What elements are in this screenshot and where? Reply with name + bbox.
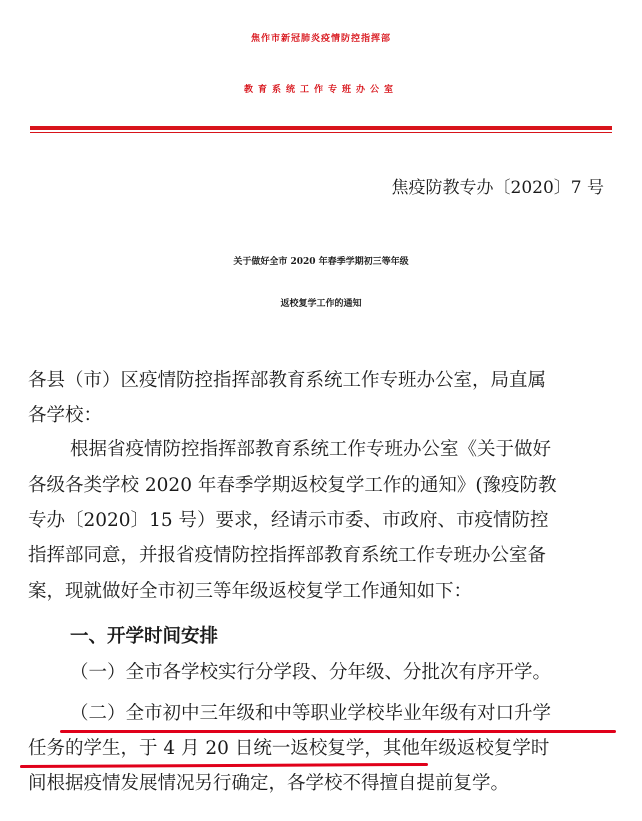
paragraph-1-line-2: 各级各类学校 2020 年春季学期返校复学工作的通知》(豫疫防教 [28,475,557,496]
red-divider-thin [30,132,612,133]
item-2-line-1: （二）全市初中三年级和中等职业学校毕业年级有对口升学 [70,703,552,724]
item-2-line-2: 任务的学生，于 4 月 20 日统一返校复学，其他年级返校复学时 [28,738,550,759]
notice-title-line-1: 关于做好全市 2020 年春季学期初三等年级 [233,257,409,267]
section-heading: 一、开学时间安排 [70,626,219,647]
salutation-line-2: 各学校： [28,405,103,426]
red-divider-thick [30,126,612,130]
document-number: 焦疫防教专办〔2020〕7 号 [391,178,604,198]
issuer-line-1: 焦作市新冠肺炎疫情防控指挥部 [250,34,391,44]
notice-title-line-2: 返校复学工作的通知 [280,299,362,309]
item-2-line-3: 间根据疫情发展情况另行确定，各学校不得擅自提前复学。 [28,773,510,794]
paragraph-1-line-1: 根据省疫情防控指挥部教育系统工作专班办公室《关于做好 [70,439,552,460]
paragraph-1-line-4: 指挥部同意，并报省疫情防控指挥部教育系统工作专班办公室备 [28,545,547,566]
item-1: （一）全市各学校实行分学段、分年级、分批次有序开学。 [70,662,552,683]
paragraph-1-line-3: 专办〔2020〕15 号）要求，经请示市委、市政府、市疫情防控 [28,510,549,531]
issuer-line-2: 教育系统工作专班办公室 [243,85,398,95]
salutation-line-1: 各县（市）区疫情防控指挥部教育系统工作专班办公室，局直属 [28,370,547,391]
red-annotation-underline-2 [20,763,428,768]
red-annotation-underline-1 [60,730,616,733]
paragraph-1-line-5: 案，现就做好全市初三等年级返校复学工作通知如下： [28,581,473,602]
